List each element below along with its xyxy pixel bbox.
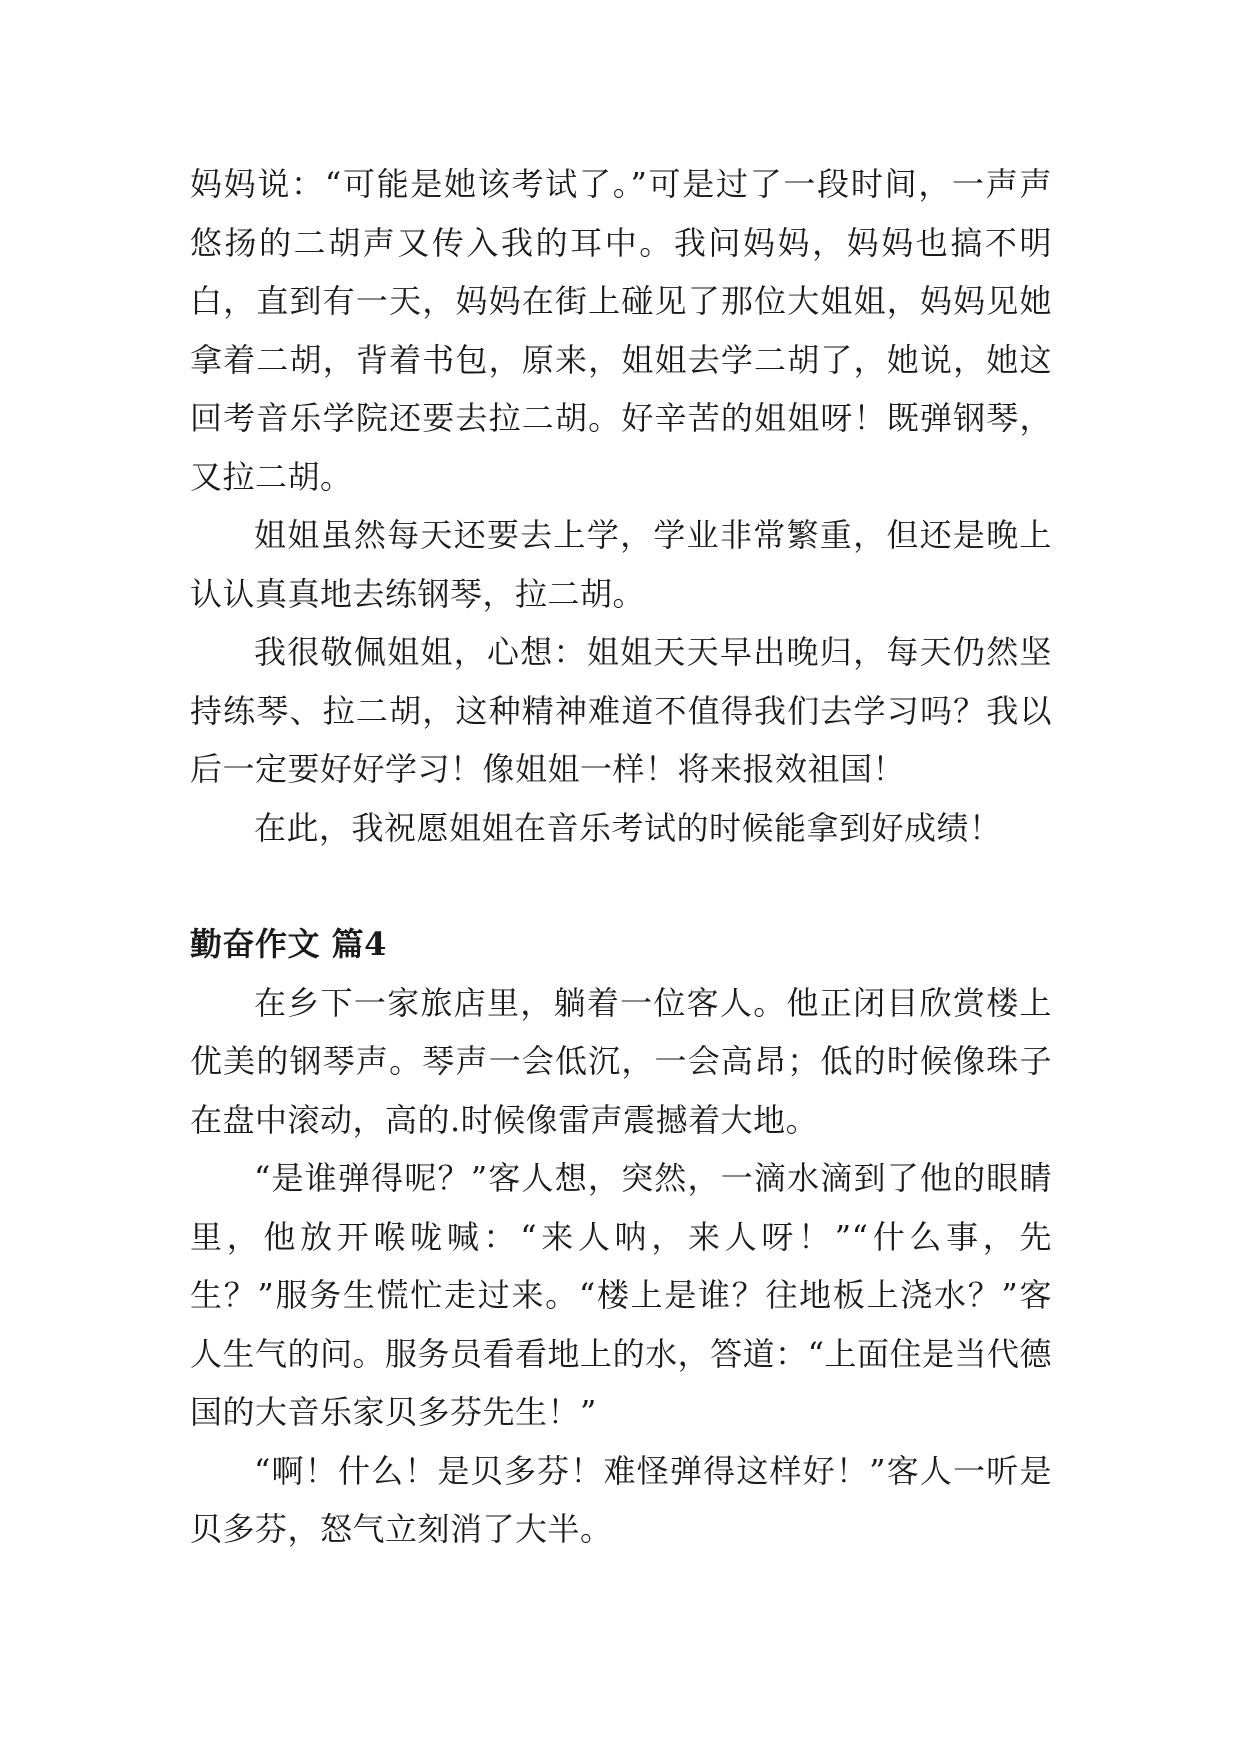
paragraph: 姐姐虽然每天还要去上学，学业非常繁重，但还是晚上认认真真地去练钢琴，拉二胡。 (190, 516, 1052, 613)
paragraph: “是谁弹得呢？”客人想，突然，一滴水滴到了他的眼睛里，他放开喉咙喊：“来人呐，来人呀！”“什么事，先生？”服务生慌忙走过来。“楼上是谁？往地板上浇水？”客人生气的问。服务员看看地上的水，答道：“上面住是当代德国的大音乐家贝多芬先生！” (190, 1159, 1052, 1431)
paragraph: 我很敬佩姐姐，心想：姐姐天天早出晚归，每天仍然坚持练琴、拉二胡，这种精神难道不值得我们去学习吗？我以后一定要好好学习！像姐姐一样！将来报效祖国！ (190, 633, 1052, 788)
section-heading: 勤奋作文 篇4 (190, 925, 387, 963)
section-spacer (190, 857, 1052, 915)
paragraph: 妈妈说：“可能是她该考试了。”可是过了一段时间，一声声悠扬的二胡声又传入我的耳中。我问妈妈，妈妈也搞不明白，直到有一天，妈妈在街上碰见了那位大姐姐，妈妈见她拿着二胡，背着书包，原来，姐姐去学二胡了，她说，她这回考音乐学院还要去拉二胡。好辛苦的姐姐呀！既弹钢琴，又拉二胡。 (190, 165, 1052, 496)
paragraph: 在此，我祝愿姐姐在音乐考试的时候能拿到好成绩！ (254, 808, 1002, 847)
paragraph: 在乡下一家旅店里，躺着一位客人。他正闭目欣赏楼上优美的钢琴声。琴声一会低沉，一会高昂；低的时候像珠子在盘中滚动，高的.时候像雷声震撼着大地。 (190, 983, 1052, 1139)
document-body (190, 155, 1052, 1559)
paragraph: “啊！什么！是贝多芬！难怪弹得这样好！”客人一听是贝多芬，怒气立刻消了大半。 (190, 1451, 1052, 1548)
